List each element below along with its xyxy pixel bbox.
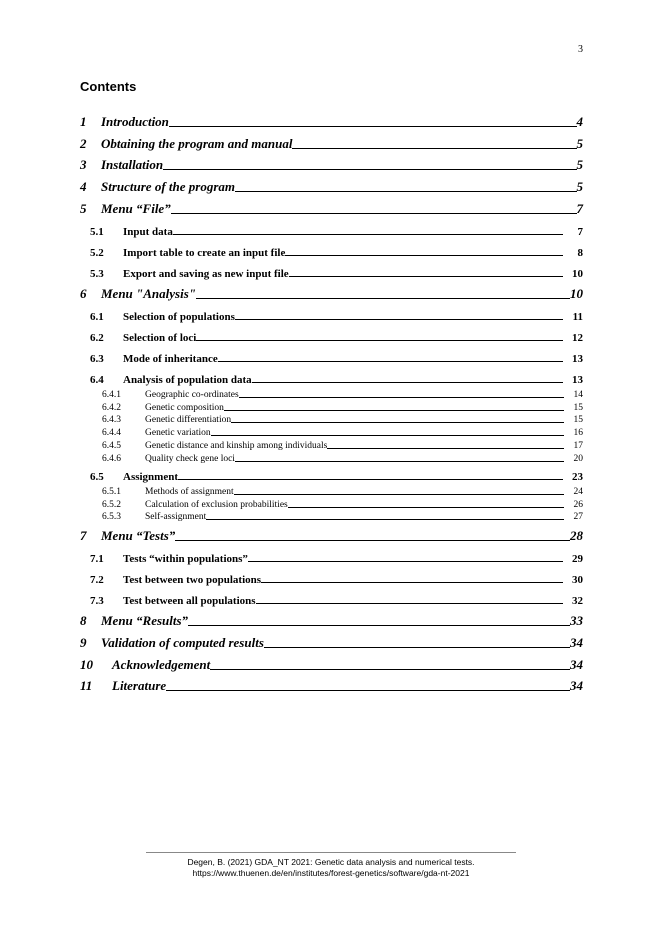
toc-entry-number: 10 bbox=[80, 656, 93, 672]
toc-leader-line bbox=[218, 361, 563, 362]
toc-entry-title: Mode of inheritance bbox=[123, 352, 218, 365]
toc-entry-title: Menu “Tests” bbox=[101, 528, 176, 544]
toc-entry-title: Introduction bbox=[101, 113, 169, 129]
toc-leader-line bbox=[166, 690, 570, 691]
toc-entry[interactable] bbox=[80, 195, 583, 217]
toc-leader-line bbox=[173, 234, 563, 235]
toc-entry-page: 15 bbox=[573, 415, 583, 426]
toc-entry-number: 6.4.3 bbox=[102, 415, 121, 426]
toc-entry[interactable] bbox=[80, 483, 583, 497]
toc-entry[interactable] bbox=[80, 565, 583, 586]
toc-entry-page: 5 bbox=[576, 157, 583, 173]
toc-leader-line bbox=[196, 340, 563, 341]
toc-leader-line bbox=[196, 298, 570, 299]
toc-entry[interactable] bbox=[80, 386, 583, 400]
toc-entry-page: 29 bbox=[572, 553, 583, 566]
toc-entry-number: 5.1 bbox=[90, 225, 104, 238]
toc-entry-title: Installation bbox=[101, 157, 164, 173]
toc-leader-line bbox=[224, 410, 564, 411]
toc-entry[interactable] bbox=[80, 259, 583, 280]
toc-entry-title: Literature bbox=[112, 678, 167, 694]
toc-entry[interactable] bbox=[80, 651, 583, 673]
toc-leader-line bbox=[175, 540, 570, 541]
toc-entry-page: 14 bbox=[573, 389, 583, 400]
toc-leader-line bbox=[234, 494, 564, 495]
toc-entry[interactable] bbox=[80, 586, 583, 607]
toc-entry-page: 28 bbox=[570, 528, 583, 544]
toc-entry-number: 5.2 bbox=[90, 246, 104, 259]
toc-entry-number: 2 bbox=[80, 135, 87, 151]
toc-entry-title: Calculation of exclusion probabilities bbox=[145, 499, 288, 510]
toc-entry[interactable] bbox=[80, 365, 583, 386]
toc-entry-number: 6 bbox=[80, 285, 87, 301]
toc-entry-number: 6.5 bbox=[90, 470, 104, 483]
toc-entry-title: Genetic distance and kinship among individuals bbox=[145, 440, 328, 451]
toc-entry[interactable] bbox=[80, 629, 583, 651]
toc-entry-number: 6.4.2 bbox=[102, 402, 121, 413]
toc-entry-number: 9 bbox=[80, 634, 87, 650]
toc-leader-line bbox=[171, 213, 577, 214]
toc-entry[interactable] bbox=[80, 607, 583, 629]
contents-heading: Contents bbox=[80, 79, 137, 94]
toc-entry[interactable] bbox=[80, 152, 583, 174]
toc-entry-page: 10 bbox=[572, 267, 583, 280]
toc-leader-line bbox=[235, 461, 564, 462]
toc-entry-number: 6.2 bbox=[90, 331, 104, 344]
toc-entry-title: Selection of populations bbox=[123, 310, 235, 323]
toc-leader-line bbox=[288, 507, 564, 508]
toc-entry-number: 6.5.2 bbox=[102, 499, 121, 510]
toc-entry-title: Menu “File” bbox=[101, 200, 171, 216]
toc-leader-line bbox=[285, 255, 563, 256]
toc-entry[interactable] bbox=[80, 673, 583, 695]
toc-entry-page: 13 bbox=[572, 352, 583, 365]
toc-entry-page: 33 bbox=[570, 612, 583, 628]
toc-entry-title: Genetic variation bbox=[145, 428, 211, 439]
toc-entry-title: Selection of loci bbox=[123, 331, 197, 344]
toc-entry-page: 34 bbox=[570, 634, 583, 650]
toc-leader-line bbox=[239, 397, 564, 398]
toc-entry-title: Genetic differentiation bbox=[145, 415, 232, 426]
toc-leader-line bbox=[292, 148, 576, 149]
footer-citation: Degen, B. (2021) GDA_NT 2021: Genetic data analysis and numerical tests. bbox=[187, 857, 475, 867]
toc-entry[interactable] bbox=[80, 464, 583, 483]
toc-entry[interactable] bbox=[80, 238, 583, 259]
toc-entry[interactable] bbox=[80, 344, 583, 365]
toc-entry-page: 30 bbox=[572, 574, 583, 587]
toc-leader-line bbox=[163, 169, 576, 170]
toc-leader-line bbox=[235, 191, 577, 192]
toc-leader-line bbox=[248, 561, 563, 562]
toc-entry-page: 11 bbox=[572, 310, 583, 323]
toc-entry-number: 4 bbox=[80, 179, 87, 195]
toc-entry[interactable] bbox=[80, 173, 583, 195]
toc-entry-page: 23 bbox=[572, 470, 583, 483]
toc-leader-line bbox=[211, 435, 564, 436]
toc-entry-page: 34 bbox=[570, 678, 583, 694]
toc-entry-title: Validation of computed results bbox=[101, 634, 264, 650]
toc-entry-title: Export and saving as new input file bbox=[123, 267, 289, 280]
toc-entry-title: Test between all populations bbox=[123, 595, 256, 608]
toc-entry-page: 26 bbox=[573, 499, 583, 510]
toc-entry[interactable] bbox=[80, 130, 583, 152]
toc-leader-line bbox=[188, 625, 570, 626]
toc-entry-page: 7 bbox=[577, 225, 583, 238]
toc-entry-page: 15 bbox=[573, 402, 583, 413]
toc-entry-number: 7.2 bbox=[90, 574, 104, 587]
toc-entry-title: Test between two populations bbox=[123, 574, 262, 587]
toc-leader-line bbox=[252, 382, 563, 383]
toc-entry-page: 32 bbox=[572, 595, 583, 608]
toc-entry-title: Genetic composition bbox=[145, 402, 224, 413]
toc-entry-title: Import table to create an input file bbox=[123, 246, 286, 259]
toc-entry[interactable] bbox=[80, 323, 583, 344]
toc-entry-page: 12 bbox=[572, 331, 583, 344]
toc-entry-number: 7 bbox=[80, 528, 87, 544]
toc-entry[interactable] bbox=[80, 522, 583, 544]
toc-entry[interactable] bbox=[80, 497, 583, 510]
toc-entry-number: 6.4.1 bbox=[102, 389, 121, 400]
toc-entry-title: Geographic co-ordinates bbox=[145, 389, 239, 400]
toc-entry-page: 4 bbox=[576, 113, 583, 129]
toc-entry[interactable] bbox=[80, 302, 583, 323]
toc-entry[interactable] bbox=[80, 217, 583, 238]
toc-entry-title: Menu “Results” bbox=[101, 612, 189, 628]
toc-entry-number: 6.1 bbox=[90, 310, 104, 323]
table-of-contents bbox=[80, 108, 583, 694]
toc-entry-title: Menu "Analysis" bbox=[101, 285, 196, 301]
toc-entry-number: 6.5.1 bbox=[102, 486, 121, 497]
toc-leader-line bbox=[261, 582, 563, 583]
toc-leader-line bbox=[178, 479, 563, 480]
toc-entry[interactable] bbox=[80, 400, 583, 413]
toc-entry[interactable] bbox=[80, 438, 583, 451]
toc-entry-page: 16 bbox=[573, 428, 583, 439]
toc-leader-line bbox=[289, 276, 563, 277]
toc-entry-number: 7.1 bbox=[90, 553, 104, 566]
toc-entry-number: 6.5.3 bbox=[102, 512, 121, 523]
toc-entry-number: 3 bbox=[80, 157, 87, 173]
toc-entry[interactable] bbox=[80, 425, 583, 438]
toc-entry-page: 8 bbox=[577, 246, 583, 259]
toc-leader-line bbox=[210, 669, 570, 670]
toc-entry-page: 24 bbox=[573, 486, 583, 497]
toc-leader-line bbox=[264, 647, 570, 648]
toc-entry[interactable] bbox=[80, 280, 583, 302]
toc-entry-title: Quality check gene loci bbox=[145, 453, 235, 464]
footer-url: https://www.thuenen.de/en/institutes/forest-genetics/software/gda-nt-2021 bbox=[192, 868, 470, 878]
toc-leader-line bbox=[231, 422, 564, 423]
toc-leader-line bbox=[327, 448, 564, 449]
footer bbox=[146, 852, 516, 879]
toc-entry-number: 6.3 bbox=[90, 352, 104, 365]
toc-entry[interactable] bbox=[80, 413, 583, 426]
toc-entry-title: Analysis of population data bbox=[123, 373, 252, 386]
toc-leader-line bbox=[256, 603, 563, 604]
toc-entry-page: 17 bbox=[573, 440, 583, 451]
toc-entry-number: 6.4 bbox=[90, 373, 104, 386]
toc-entry-number: 5.3 bbox=[90, 267, 104, 280]
toc-entry-number: 1 bbox=[80, 113, 87, 129]
toc-entry-page: 5 bbox=[576, 135, 583, 151]
page-number: 3 bbox=[578, 44, 583, 55]
toc-entry-title: Structure of the program bbox=[101, 179, 235, 195]
toc-entry-title: Self-assignment bbox=[145, 512, 207, 523]
toc-entry-number: 7.3 bbox=[90, 595, 104, 608]
toc-entry-number: 6.4.5 bbox=[102, 440, 121, 451]
toc-entry-number: 6.4.6 bbox=[102, 453, 121, 464]
toc-entry[interactable] bbox=[80, 108, 583, 130]
toc-entry[interactable] bbox=[80, 510, 583, 523]
toc-entry-title: Acknowledgement bbox=[112, 656, 211, 672]
toc-entry-page: 13 bbox=[572, 373, 583, 386]
toc-entry-page: 34 bbox=[570, 656, 583, 672]
toc-entry-title: Methods of assignment bbox=[145, 486, 234, 497]
toc-leader-line bbox=[235, 319, 563, 320]
toc-entry-number: 11 bbox=[80, 678, 93, 694]
toc-entry-number: 5 bbox=[80, 200, 87, 216]
toc-entry-page: 10 bbox=[570, 285, 583, 301]
toc-leader-line bbox=[206, 519, 564, 520]
toc-entry-page: 20 bbox=[573, 453, 583, 464]
toc-entry-number: 8 bbox=[80, 612, 87, 628]
toc-entry-title: Input data bbox=[123, 225, 173, 238]
toc-entry[interactable] bbox=[80, 544, 583, 565]
toc-entry-page: 5 bbox=[576, 179, 583, 195]
toc-entry-title: Obtaining the program and manual bbox=[101, 135, 293, 151]
toc-entry[interactable] bbox=[80, 451, 583, 464]
toc-leader-line bbox=[169, 126, 577, 127]
toc-entry-page: 7 bbox=[576, 200, 583, 216]
toc-entry-title: Assignment bbox=[123, 470, 179, 483]
toc-entry-title: Tests “within populations” bbox=[123, 553, 248, 566]
toc-entry-number: 6.4.4 bbox=[102, 428, 121, 439]
toc-entry-page: 27 bbox=[573, 512, 583, 523]
